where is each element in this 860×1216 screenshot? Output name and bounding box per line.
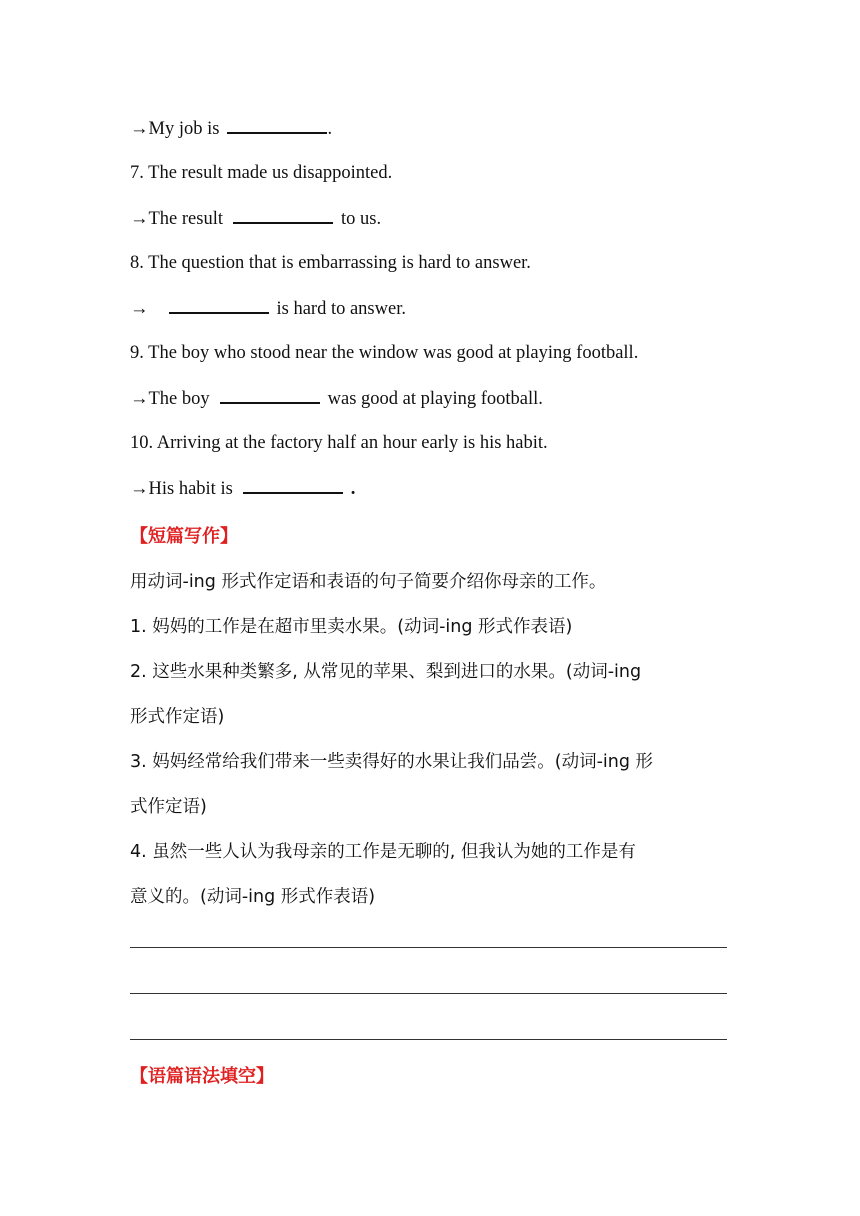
question-8: 8. The question that is embarrassing is hard to answer. bbox=[130, 253, 531, 273]
answer-line-7: →The result to us. bbox=[130, 209, 382, 229]
answer-blank[interactable] bbox=[220, 388, 320, 404]
section-header-grammar: 【语篇语法填空】 bbox=[130, 1066, 274, 1087]
question-9: 9. The boy who stood near the window was good at playing football. bbox=[130, 343, 639, 363]
answer-blank[interactable] bbox=[243, 478, 343, 494]
writing-answer-rule[interactable] bbox=[130, 947, 727, 948]
writing-item-4-cont: 意义的。(动词-ing 形式作表语) bbox=[130, 887, 376, 907]
writing-item-3-cont: 式作定语) bbox=[130, 797, 207, 817]
answer-line-9: →The boy was good at playing football. bbox=[130, 389, 543, 409]
section-header-writing: 【短篇写作】 bbox=[130, 526, 238, 547]
answer-blank[interactable] bbox=[227, 118, 327, 134]
question-7: 7. The result made us disappointed. bbox=[130, 163, 393, 183]
answer-line-8: → is hard to answer. bbox=[130, 299, 406, 319]
answer-blank[interactable] bbox=[169, 298, 269, 314]
answer-blank[interactable] bbox=[233, 208, 333, 224]
question-10: 10. Arriving at the factory half an hour early is his habit. bbox=[130, 433, 548, 453]
writing-answer-rule[interactable] bbox=[130, 1039, 727, 1040]
writing-item-2-cont: 形式作定语) bbox=[130, 707, 225, 727]
writing-item-4: 4. 虽然一些人认为我母亲的工作是无聊的, 但我认为她的工作是有 bbox=[130, 842, 636, 862]
writing-answer-rule[interactable] bbox=[130, 993, 727, 994]
answer-line-10: →His habit is . bbox=[130, 479, 356, 499]
writing-intro: 用动词-ing 形式作定语和表语的句子简要介绍你母亲的工作。 bbox=[130, 572, 607, 592]
writing-item-1: 1. 妈妈的工作是在超市里卖水果。(动词-ing 形式作表语) bbox=[130, 617, 573, 637]
writing-item-2: 2. 这些水果种类繁多, 从常见的苹果、梨到进口的水果。(动词-ing bbox=[130, 662, 642, 682]
writing-item-3: 3. 妈妈经常给我们带来一些卖得好的水果让我们品尝。(动词-ing 形 bbox=[130, 752, 654, 772]
answer-line-6: →My job is . bbox=[130, 119, 333, 139]
